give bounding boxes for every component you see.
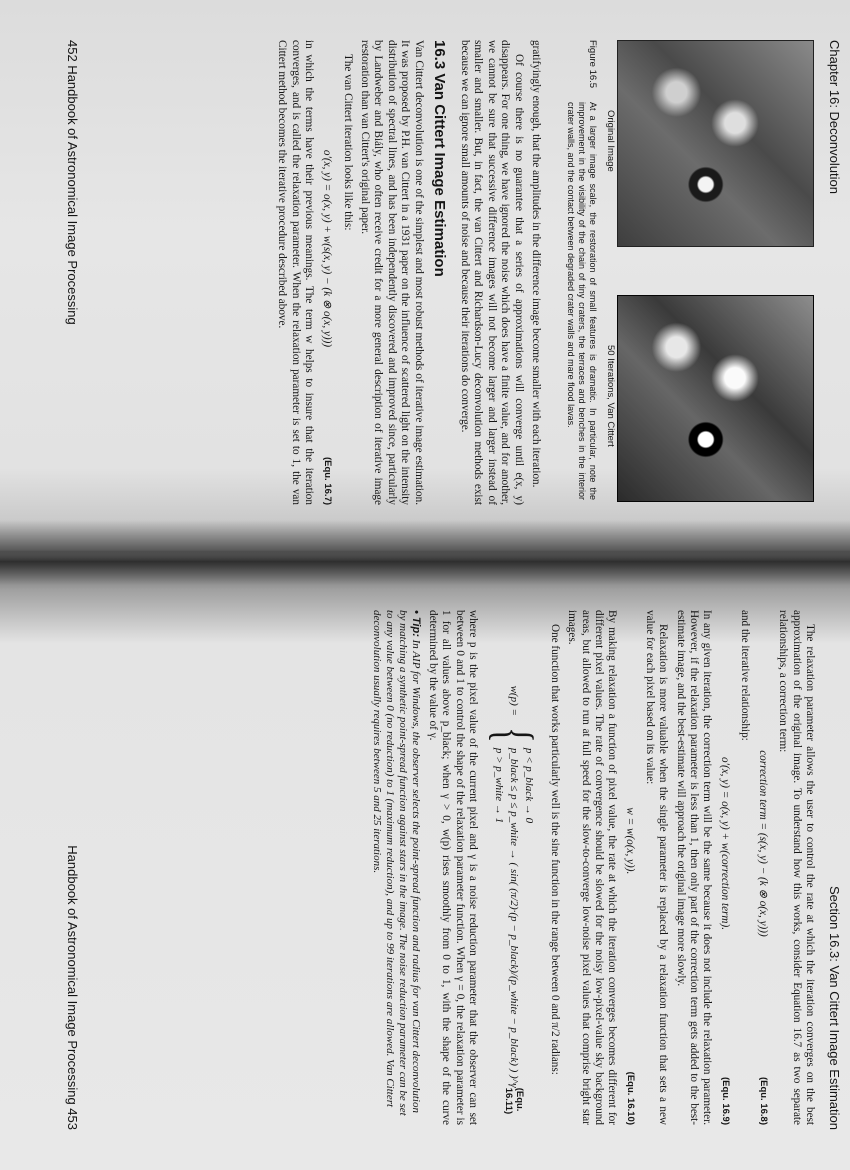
paragraph: The relaxation parameter allows the user to control the rate at which the iteration converges on the best approximation of the original image. To understand how this works, consider Equation 16.7 as two separate relationships, a correction term: — [777, 610, 816, 1125]
section-heading: 16.3 Van Cittert Image Estimation — [430, 40, 448, 277]
equation-expression: o′(x, y) = o(x, y) + w(s(x, y) − (k ⊗ o(x, y))) — [321, 149, 334, 348]
paragraph: where p is the pixel value of the current pixel and γ is a noise reduction parameter that the observer can set between 0 and 1 to control the shape of the relaxation parameter function. When γ = 0, the relaxation parameter is 1 for all values above p_black; when γ > 0, w(p) rises smoothly from 0 to 1, with the shape of the curve determined by the value of γ. — [427, 610, 480, 1125]
left-brace-glyph: { — [484, 727, 545, 743]
paragraph: Van Cittert deconvolution is one of the simplest and most robust methods of iterative image estimation. It was proposed by P.H. van Cittert in a 1931 paper on the influence of scattered light on the intensity distribution of spectral lines, and has been independently discovered and improved since, particularly by Landweber and Biály, who often receive credit for a more general description of iterative image restoration than van Cittert's original paper. — [358, 40, 425, 505]
right-page — [50, 610, 850, 1130]
tip-body: In AIP for Windows, the observer selects the point-spread function and radius for van Cittert deconvolution by matching a synthetic point-spread function against stars in the image. The noise reduction parameter can be set to any value between 0 (no reduction) to 1 (maximum reduction), and up to 99 iterations are allowed. Van Cittert deconvolution usually requires between 5 and 25 iterations. — [370, 610, 422, 1116]
paragraph: One function that works particularly well is the sine function in the range between 0 and π/2 radians: — [548, 624, 561, 1075]
figure-label-restored: 50 Iterations, Van Cittert — [605, 345, 616, 447]
equation-16-10 — [624, 610, 636, 1125]
paragraph: Of course there is no guarantee that a series of approximations will converge until e(x, y) disappears. For one thing, we have ignored the noise which does have a finite value, and for another, we cannot be sure that successive difference images will not become larger and larger instead of smaller and smaller. But, in fact, the van Cittert and Richardson-Lucy deconvolution methods exist because we can ignore small amounts of noise and because their iterations do converge. — [458, 40, 525, 505]
tip-box — [370, 610, 422, 1125]
equation-number: (Equ. 16.10) — [624, 1071, 636, 1125]
equation-number: (Equ. 16.8) — [757, 1076, 769, 1125]
paragraph: Relaxation is more valuable when the single parameter is replaced by a relaxation function that sets a new value for each pixel based on its value: — [643, 610, 670, 1125]
equation-16-8 — [757, 610, 770, 1125]
equation-case: p < p_black → 0 — [523, 747, 536, 824]
figure-label-original: Original Image — [605, 110, 616, 172]
paragraph: gratifyingly enough, that the amplitudes in the difference image become smaller with each iteration. — [530, 40, 542, 488]
book-spine-gutter — [0, 520, 850, 590]
figure-number: Figure 16.5 — [587, 40, 598, 89]
tip-label: • Tip: — [409, 610, 422, 637]
figure-restored-image — [617, 295, 814, 502]
equation-case: p > p_white → 1 — [493, 747, 506, 824]
paragraph: By making relaxation a function of pixel value, the rate at which the iteration converges becomes different for different pixel values. The rate of convergence should be slowed for the noisy low-pixel-value sky background areas, but allowed to run at full speed for the slow-to-converge low-noise pixel values that comprise bright star images. — [566, 610, 619, 1125]
running-head: Chapter 16: Deconvolution — [827, 40, 842, 194]
equation-number: (Equ. 16.9) — [719, 1076, 731, 1125]
equation-lhs: w(p) = — [508, 685, 521, 716]
equation-16-7 — [321, 40, 334, 505]
equation-number: (Equ. 16.11) — [503, 1087, 526, 1115]
equation-expression: correction term = (s(x, y) − (k ⊗ o(x, y))) — [756, 750, 769, 937]
paragraph: and the iterative relationship: — [738, 610, 751, 741]
page-folio: Handbook of Astronomical Image Processing 453 — [65, 845, 80, 1130]
equation-16-9 — [719, 610, 731, 1125]
running-head: Section 16.3: Van Cittert Image Estimation — [827, 886, 842, 1130]
paragraph: The van Cittert iteration looks like this: — [341, 54, 354, 231]
left-page — [50, 40, 850, 510]
equation-expression: o′(x, y) = o(x, y) + w(correction term). — [719, 756, 732, 931]
equation-case: p_black ≤ p ≤ p_white → ( sin( (π/2)·(p − p_black)/(p_white − p_black) ) )^γ — [508, 747, 521, 1088]
equation-16-11 — [484, 610, 545, 1125]
equation-expression: w = w(o(x, y)). — [624, 807, 637, 875]
figure-original-image — [617, 40, 814, 247]
left-page-body — [271, 40, 542, 505]
paragraph: In any given iteration, the correction term will be the same because it does not include the relaxation parameter. However, if the relaxation parameter is less than 1, then only part of the correction term gets added to the best-estimate image, and the best-estimate will approach the original image more slowly. — [674, 610, 714, 1125]
paragraph: in which the terms have their previous meanings. The term w helps to insure that the iteration converges, and is called the relaxation parameter. When the relaxation parameter is set to 1, the van Cittert method becomes the iterative procedure described above. — [276, 40, 316, 505]
equation-cases — [490, 748, 538, 1088]
equation-number: (Equ. 16.7) — [322, 456, 334, 505]
figure-caption: At a larger image scale, the restoration of small features is dramatic. In particular, note the improvement in the visibility of the chain of tiny craters, the terraces and benches in the interior crater walls, and the contact between degraded crater walls and mare flood lavas. — [566, 102, 598, 500]
right-page-body — [370, 610, 816, 1125]
page-folio: 452 Handbook of Astronomical Image Processing — [65, 40, 80, 325]
